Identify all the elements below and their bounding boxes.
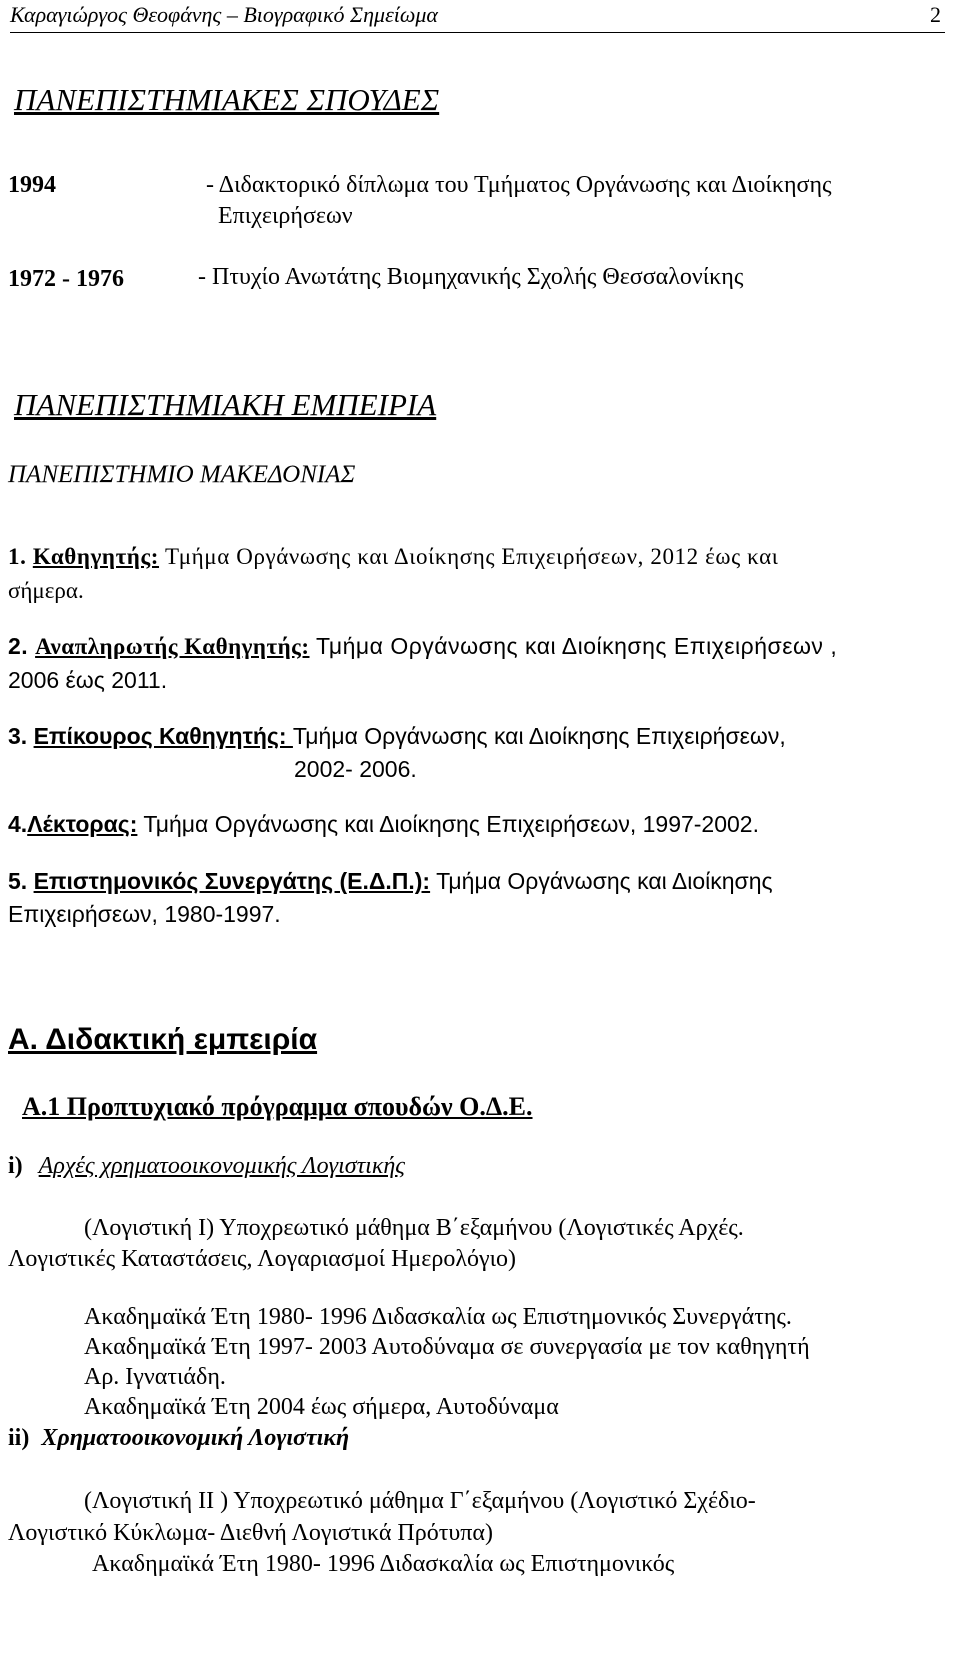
course-roman: i) — [8, 1153, 23, 1179]
course-item — [8, 1153, 405, 1180]
item-text: Τμήμα Οργάνωσης και Διοίκησης Επιχειρήσεων, 1997-2002. — [137, 811, 759, 837]
experience-heading: ΠΑΝΕΠΙΣΤΗΜΙΑΚΗ ΕΜΠΕΙΡΙΑ — [14, 387, 437, 422]
item-text: Τμήμα Οργάνωσης και Διοίκησης Επιχειρήσεων, 2012 έως και — [159, 544, 779, 569]
course-roman: ii) — [8, 1425, 30, 1451]
item-number: 4. — [8, 811, 28, 837]
course-name: Αρχές χρηματοοικονομικής Λογιστικής — [38, 1153, 405, 1179]
item-title: Αναπληρωτής Καθηγητής: — [35, 634, 310, 659]
teaching-subheading: Α.1 Προπτυχιακό πρόγραμμα σπουδών Ο.Δ.Ε. — [22, 1092, 533, 1121]
course-desc: (Λογιστική Ι) Υποχρεωτικό μάθημα Β΄εξαμήνου (Λογιστικές Αρχές. — [84, 1215, 744, 1241]
item-text: Τμήμα Οργάνωσης και Διοίκησης Επιχειρήσεων , — [309, 633, 838, 659]
course-desc-cont: Λογιστικό Κύκλωμα- Διεθνή Λογιστικά Πρότυπα) — [8, 1520, 493, 1546]
course-years: Αρ. Ιγνατιάδη. — [84, 1364, 226, 1390]
experience-item — [8, 633, 837, 660]
item-continuation: 2006 έως 2011. — [8, 667, 168, 693]
item-number: 3. — [8, 723, 28, 749]
item-continuation: 2002- 2006. — [294, 756, 417, 782]
page-header — [10, 2, 945, 33]
study-year: 1994 — [8, 172, 56, 198]
course-name: Χρηματοοικονομική Λογιστική — [41, 1425, 350, 1451]
item-number: 1. — [8, 544, 27, 569]
experience-item — [8, 811, 759, 838]
course-desc: (Λογιστική ΙΙ ) Υποχρεωτικό μάθημα Γ΄εξαμήνου (Λογιστικό Σχέδιο- — [84, 1488, 756, 1514]
study-text: - Πτυχίο Ανωτάτης Βιομηχανικής Σχολής Θεσσαλονίκης — [198, 264, 744, 290]
course-years: Ακαδημαϊκά Έτη 1997- 2003 Αυτοδύναμα σε συνεργασία με τον καθηγητή — [84, 1334, 810, 1360]
item-title: Επιστημονικός Συνεργάτης (Ε.Δ.Π.): — [33, 868, 431, 894]
item-number: 5. — [8, 868, 28, 894]
study-text-cont: Επιχειρήσεων — [218, 203, 353, 229]
item-title: Καθηγητής: — [32, 544, 160, 569]
course-years: Ακαδημαϊκά Έτη 1980- 1996 Διδασκαλία ως Επιστημονικός Συνεργάτης. — [84, 1304, 792, 1330]
experience-item — [8, 868, 773, 895]
experience-item — [8, 723, 786, 750]
course-item — [8, 1425, 349, 1452]
item-text: Τμήμα Οργάνωσης και Διοίκησης — [430, 868, 773, 894]
teaching-heading: Α. Διδακτική εμπειρία — [8, 1023, 318, 1056]
course-years: Ακαδημαϊκά Έτη 2004 έως σήμερα, Αυτοδύναμα — [84, 1394, 559, 1420]
experience-item — [8, 544, 779, 570]
page-number: 2 — [930, 2, 941, 27]
item-number: 2. — [8, 633, 29, 659]
course-years: Ακαδημαϊκά Έτη 1980- 1996 Διδασκαλία ως Επιστημονικός — [92, 1551, 675, 1577]
study-text: - Διδακτορικό δίπλωμα του Τμήματος Οργάνωσης και Διοίκησης — [206, 172, 832, 198]
header-title: Καραγιώργος Θεοφάνης – Βιογραφικό Σημείωμα — [10, 2, 438, 27]
item-title: Λέκτορας: — [27, 811, 138, 837]
course-desc-cont: Λογιστικές Καταστάσεις, Λογαριασμοί Ημερολόγιο) — [8, 1246, 517, 1272]
item-continuation: Επιχειρήσεων, 1980-1997. — [8, 901, 281, 927]
item-title: Επίκουρος Καθηγητής: — [33, 723, 293, 749]
item-continuation: σήμερα. — [8, 578, 84, 603]
item-text: Τμήμα Οργάνωσης και Διοίκησης Επιχειρήσεων, — [292, 723, 786, 749]
university-name: ΠΑΝΕΠΙΣΤΗΜΙΟ ΜΑΚΕΔΟΝΙΑΣ — [8, 461, 356, 488]
study-year: 1972 - 1976 — [8, 266, 124, 292]
studies-heading: ΠΑΝΕΠΙΣΤΗΜΙΑΚΕΣ ΣΠΟΥΔΕΣ — [14, 82, 440, 117]
